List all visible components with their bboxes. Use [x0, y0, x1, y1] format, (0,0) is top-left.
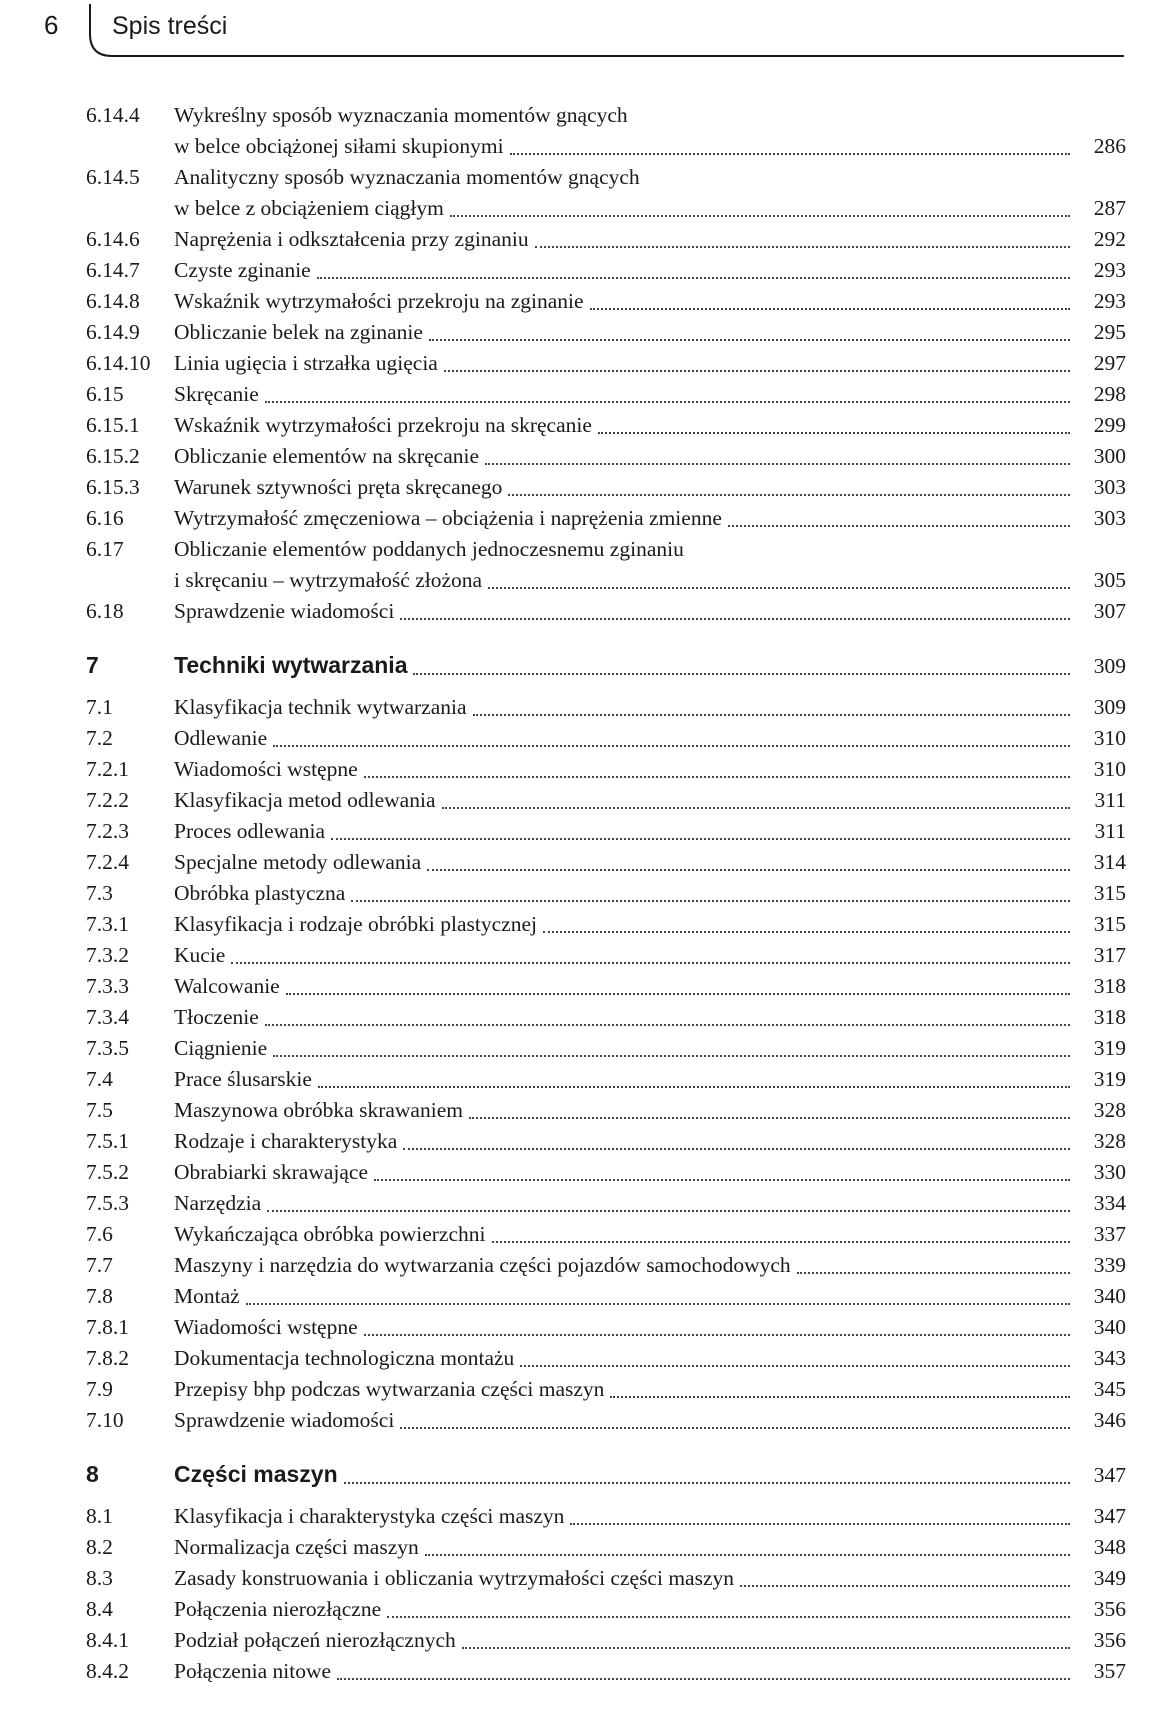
toc-entry-title: Połączenia nitowe: [174, 1659, 332, 1683]
toc-entry-number: 7.5: [86, 1098, 113, 1122]
toc-entry-title: Wykańczająca obróbka powierzchni: [174, 1222, 486, 1246]
dot-leader: [444, 369, 1070, 372]
dot-leader: [337, 1677, 1070, 1680]
toc-entry: [86, 878, 1126, 909]
toc-entry: [86, 816, 1126, 847]
toc-entry: [86, 286, 1126, 317]
toc-entry-number: 7.2.3: [86, 819, 129, 843]
toc-entry: [86, 317, 1126, 348]
toc-page-number: 334: [1093, 1191, 1126, 1215]
toc-entry-title: Proces odlewania: [174, 819, 326, 843]
toc-entry-title: Zasady konstruowania i obliczania wytrzymałości części maszyn: [174, 1566, 734, 1590]
toc-entry-title: Techniki wytwarzania: [174, 652, 408, 678]
toc-page-number: 319: [1093, 1067, 1126, 1091]
dot-leader: [364, 1333, 1070, 1336]
toc-entry: [86, 162, 1126, 224]
dot-leader: [400, 1426, 1070, 1429]
toc-entry-title: Połączenia nierozłączne: [174, 1597, 382, 1621]
toc-entry-title: Klasyfikacja metod odlewania: [174, 788, 436, 812]
toc-entry-title: Linia ugięcia i strzałka ugięcia: [174, 351, 438, 375]
dot-leader: [590, 307, 1070, 310]
toc-page-number: 309: [1093, 654, 1126, 678]
toc-entry-number: 6.14.6: [86, 227, 140, 251]
toc-page-number: 300: [1093, 444, 1126, 468]
toc-entry-number: 6.14.10: [86, 351, 151, 375]
toc-entry: [86, 1095, 1126, 1126]
toc-entry-title: Ciągnienie: [174, 1036, 268, 1060]
toc-page-number: 298: [1093, 382, 1126, 406]
toc-entry-title: Kucie: [174, 943, 226, 967]
toc-entry-title: w belce z obciążeniem ciągłym: [174, 196, 444, 220]
dot-leader: [543, 930, 1070, 933]
dot-leader: [462, 1646, 1070, 1649]
dot-leader: [508, 493, 1070, 496]
dot-leader: [265, 400, 1070, 403]
toc-entry: [86, 754, 1126, 785]
toc-page-number: 319: [1093, 1036, 1126, 1060]
toc-entry-number: 7.3.2: [86, 943, 129, 967]
toc-entry-number: 7.3.1: [86, 912, 129, 936]
toc-entry: [86, 1157, 1126, 1188]
toc-entry: [86, 1594, 1126, 1625]
toc-page-number: 310: [1093, 757, 1126, 781]
toc-entry-title: Klasyfikacja i rodzaje obróbki plastycznej: [174, 912, 537, 936]
toc-entry-title: Warunek sztywności pręta skręcanego: [174, 475, 503, 499]
toc-entry-number: 7.8.2: [86, 1346, 129, 1370]
dot-leader: [570, 1522, 1070, 1525]
toc-entry: [86, 441, 1126, 472]
toc-entry: [86, 847, 1126, 878]
toc-entry-title: Sprawdzenie wiadomości: [174, 1408, 395, 1432]
toc-entry-title: Czyste zginanie: [174, 258, 311, 282]
dot-leader: [425, 1553, 1070, 1556]
dot-leader: [317, 276, 1070, 279]
dot-leader: [429, 338, 1070, 341]
toc-entry-title: Narzędzia: [174, 1191, 262, 1215]
toc-page-number: 299: [1093, 413, 1126, 437]
toc-page-number: 315: [1093, 881, 1126, 905]
toc-entry: [86, 909, 1126, 940]
dot-leader: [450, 214, 1070, 217]
toc-entry-title: w belce obciążonej siłami skupionymi: [174, 134, 504, 158]
toc-entry: [86, 1343, 1126, 1374]
toc-entry: [86, 1312, 1126, 1343]
toc-entry-title: Prace ślusarskie: [174, 1067, 312, 1091]
toc-entry-title: Klasyfikacja technik wytwarzania: [174, 695, 467, 719]
toc-entry-title: Klasyfikacja i charakterystyka części maszyn: [174, 1504, 565, 1528]
toc-entry-title: Tłoczenie: [174, 1005, 259, 1029]
toc-page-number: 303: [1093, 475, 1126, 499]
toc-entry: [86, 785, 1126, 816]
toc-entry-number: 7.9: [86, 1377, 113, 1401]
toc-page-number: 286: [1093, 134, 1126, 158]
toc-chapter: [86, 1458, 1126, 1491]
toc-entry-number: 6.15.3: [86, 475, 140, 499]
toc-entry-title: Maszyny i narzędzia do wytwarzania części pojazdów samochodowych: [174, 1253, 791, 1277]
toc-entry-title: Obliczanie belek na zginanie: [174, 320, 423, 344]
toc-page-number: 307: [1093, 599, 1126, 623]
dot-leader: [364, 775, 1070, 778]
toc-entry: [86, 224, 1126, 255]
toc-page-number: 311: [1094, 788, 1126, 812]
toc-entry: [86, 1064, 1126, 1095]
toc-page-number: 317: [1093, 943, 1126, 967]
toc-page-number: 340: [1093, 1315, 1126, 1339]
toc-entry: [86, 348, 1126, 379]
toc-entry-title: Sprawdzenie wiadomości: [174, 599, 395, 623]
toc-entry: [86, 596, 1126, 627]
toc-entry: [86, 971, 1126, 1002]
toc-page-number: 292: [1093, 227, 1126, 251]
toc-entry-title: Wiadomości wstępne: [174, 757, 358, 781]
toc-entry-title: Wskaźnik wytrzymałości przekroju na zginanie: [174, 289, 584, 313]
toc-page-number: 309: [1093, 695, 1126, 719]
toc-entry-number: 7.10: [86, 1408, 124, 1432]
toc-page-number: 330: [1093, 1160, 1126, 1184]
toc-entry: [86, 1656, 1126, 1687]
toc-page-number: 349: [1093, 1566, 1126, 1590]
toc-page-number: 347: [1093, 1504, 1126, 1528]
toc-entry-number: 7.3.4: [86, 1005, 129, 1029]
toc-page-number: 339: [1093, 1253, 1126, 1277]
dot-leader: [473, 713, 1070, 716]
toc-entry: [86, 1281, 1126, 1312]
toc-entry: [86, 1219, 1126, 1250]
toc-entry-title: Skręcanie: [174, 382, 259, 406]
dot-leader: [344, 1481, 1070, 1484]
toc-page-number: 305: [1093, 568, 1126, 592]
toc-entry-number: 6.16: [86, 506, 124, 530]
toc-page-number: 328: [1093, 1129, 1126, 1153]
toc-entry-number: 7.2.2: [86, 788, 129, 812]
toc-entry: [86, 1002, 1126, 1033]
toc-entry-title: Obrabiarki skrawające: [174, 1160, 368, 1184]
toc-entry-number: 7.7: [86, 1253, 113, 1277]
dot-leader: [492, 1240, 1071, 1243]
toc-entry-number: 7.8.1: [86, 1315, 129, 1339]
toc-page-number: 315: [1093, 912, 1126, 936]
toc-entry: [86, 1374, 1126, 1405]
toc-entry-number: 8: [86, 1461, 99, 1487]
toc-entry: [86, 1625, 1126, 1656]
toc-page-number: 318: [1093, 974, 1126, 998]
toc-entry-title: Przepisy bhp podczas wytwarzania części maszyn: [174, 1377, 605, 1401]
toc-entry: [86, 1532, 1126, 1563]
dot-leader: [403, 1147, 1070, 1150]
toc-entry: [86, 255, 1126, 286]
toc-entry-title: Obróbka plastyczna: [174, 881, 346, 905]
toc-entry-title: Odlewanie: [174, 726, 268, 750]
dot-leader: [427, 868, 1070, 871]
toc-page-number: 345: [1093, 1377, 1126, 1401]
toc-entry-number: 7: [86, 652, 99, 678]
toc-entry: [86, 100, 1126, 162]
toc-entry-title: Podział połączeń nierozłącznych: [174, 1628, 456, 1652]
toc-entry-number: 6.14.9: [86, 320, 140, 344]
toc-entry-number: 8.4: [86, 1597, 113, 1621]
toc-entry-title: Dokumentacja technologiczna montażu: [174, 1346, 515, 1370]
toc-entry-number: 6.15.1: [86, 413, 140, 437]
toc-entry: [86, 1250, 1126, 1281]
toc-entry-number: 7.5.1: [86, 1129, 129, 1153]
toc-entry-title: Naprężenia i odkształcenia przy zginaniu: [174, 227, 529, 251]
toc-page-number: 297: [1093, 351, 1126, 375]
dot-leader: [351, 899, 1070, 902]
dot-leader: [488, 586, 1070, 589]
toc-entry-title: i skręcaniu – wytrzymałość złożona: [174, 568, 483, 592]
toc-entry-number: 7.4: [86, 1067, 113, 1091]
toc-page-number: 311: [1094, 819, 1126, 843]
toc-entry-title: Obliczanie elementów poddanych jednoczesnemu zginaniu: [174, 537, 684, 561]
toc-page-number: 347: [1093, 1463, 1126, 1487]
toc-chapter: [86, 649, 1126, 682]
toc-page-number: 356: [1093, 1628, 1126, 1652]
toc-entry-number: 7.5.2: [86, 1160, 129, 1184]
toc-page-number: 356: [1093, 1597, 1126, 1621]
toc-page-number: 295: [1093, 320, 1126, 344]
toc-entry-number: 6.14.5: [86, 165, 140, 189]
toc-entry-number: 7.6: [86, 1222, 113, 1246]
toc-page-number: 343: [1093, 1346, 1126, 1370]
toc-entry-number: 7.2.1: [86, 757, 129, 781]
toc-page-number: 303: [1093, 506, 1126, 530]
toc-entry-title: Walcowanie: [174, 974, 280, 998]
toc-entry-number: 7.3.3: [86, 974, 129, 998]
toc-entry: [86, 723, 1126, 754]
toc-entry-number: 6.18: [86, 599, 124, 623]
dot-leader: [740, 1584, 1070, 1587]
dot-leader: [485, 462, 1070, 465]
toc-entry-number: 8.2: [86, 1535, 113, 1559]
dot-leader: [273, 1054, 1070, 1057]
dot-leader: [413, 672, 1070, 675]
toc-entry-number: 7.5.3: [86, 1191, 129, 1215]
toc-entry: [86, 1501, 1126, 1532]
toc-entry: [86, 1126, 1126, 1157]
toc-entry-title: Analityczny sposób wyznaczania momentów gnących: [174, 165, 640, 189]
running-title: Spis treści: [112, 12, 228, 40]
toc-entry-title: Rodzaje i charakterystyka: [174, 1129, 398, 1153]
toc-page-number: 340: [1093, 1284, 1126, 1308]
toc-entry: [86, 503, 1126, 534]
dot-leader: [520, 1364, 1070, 1367]
toc-page-number: 357: [1093, 1659, 1126, 1683]
toc-entry-title: Wskaźnik wytrzymałości przekroju na skręcanie: [174, 413, 592, 437]
toc-entry-number: 7.1: [86, 695, 113, 719]
toc-entry: [86, 472, 1126, 503]
dot-leader: [231, 961, 1070, 964]
toc-entry-number: 6.15.2: [86, 444, 140, 468]
dot-leader: [246, 1302, 1070, 1305]
toc-page-number: 337: [1093, 1222, 1126, 1246]
toc-entry-title: Normalizacja części maszyn: [174, 1535, 419, 1559]
toc-entry: [86, 1405, 1126, 1436]
toc-page-number: 310: [1093, 726, 1126, 750]
toc-page-number: 328: [1093, 1098, 1126, 1122]
toc-entry-number: 6.15: [86, 382, 124, 406]
dot-leader: [442, 806, 1071, 809]
page-number: 6: [44, 10, 59, 40]
dot-leader: [469, 1116, 1070, 1119]
toc-page-number: 287: [1093, 196, 1126, 220]
page-header: [0, 0, 1168, 70]
dot-leader: [318, 1085, 1070, 1088]
toc-entry-number: 8.1: [86, 1504, 113, 1528]
dot-leader: [267, 1209, 1070, 1212]
dot-leader: [374, 1178, 1070, 1181]
toc-entry-number: 8.3: [86, 1566, 113, 1590]
dot-leader: [797, 1271, 1070, 1274]
dot-leader: [535, 245, 1070, 248]
dot-leader: [510, 152, 1070, 155]
toc-entry: [86, 1188, 1126, 1219]
toc-entry-number: 6.14.7: [86, 258, 140, 282]
toc-page-number: 293: [1093, 289, 1126, 313]
toc-entry-number: 7.2.4: [86, 850, 129, 874]
toc-entry-title: Wiadomości wstępne: [174, 1315, 358, 1339]
toc-page-number: 348: [1093, 1535, 1126, 1559]
dot-leader: [331, 837, 1070, 840]
toc-entry: [86, 534, 1126, 596]
toc-entry-number: 6.14.8: [86, 289, 140, 313]
toc-entry-number: 7.8: [86, 1284, 113, 1308]
toc-entry: [86, 1563, 1126, 1594]
toc-entry-number: 7.2: [86, 726, 113, 750]
toc-page-number: 318: [1093, 1005, 1126, 1029]
toc-entry-title: Montaż: [174, 1284, 240, 1308]
table-of-contents: [86, 100, 1126, 1687]
toc-entry: [86, 379, 1126, 410]
toc-page-number: 293: [1093, 258, 1126, 282]
dot-leader: [728, 524, 1070, 527]
dot-leader: [273, 744, 1070, 747]
toc-entry-number: 6.14.4: [86, 103, 140, 127]
dot-leader: [400, 617, 1070, 620]
toc-page-number: 314: [1093, 850, 1126, 874]
toc-entry: [86, 692, 1126, 723]
toc-entry-title: Wytrzymałość zmęczeniowa – obciążenia i naprężenia zmienne: [174, 506, 722, 530]
toc-entry-title: Maszynowa obróbka skrawaniem: [174, 1098, 463, 1122]
toc-entry-title: Obliczanie elementów na skręcanie: [174, 444, 480, 468]
dot-leader: [598, 431, 1070, 434]
toc-entry: [86, 410, 1126, 441]
toc-entry-number: 6.17: [86, 537, 124, 561]
toc-entry: [86, 1033, 1126, 1064]
toc-entry-number: 7.3: [86, 881, 113, 905]
dot-leader: [265, 1023, 1070, 1026]
toc-entry-number: 8.4.1: [86, 1628, 129, 1652]
dot-leader: [387, 1615, 1070, 1618]
toc-entry-title: Części maszyn: [174, 1461, 338, 1487]
dot-leader: [610, 1395, 1070, 1398]
toc-page-number: 346: [1093, 1408, 1126, 1432]
toc-entry-title: Specjalne metody odlewania: [174, 850, 422, 874]
toc-entry-number: 7.3.5: [86, 1036, 129, 1060]
toc-entry-title: Wykreślny sposób wyznaczania momentów gnących: [174, 103, 628, 127]
toc-entry-number: 8.4.2: [86, 1659, 129, 1683]
toc-entry: [86, 940, 1126, 971]
dot-leader: [286, 992, 1070, 995]
